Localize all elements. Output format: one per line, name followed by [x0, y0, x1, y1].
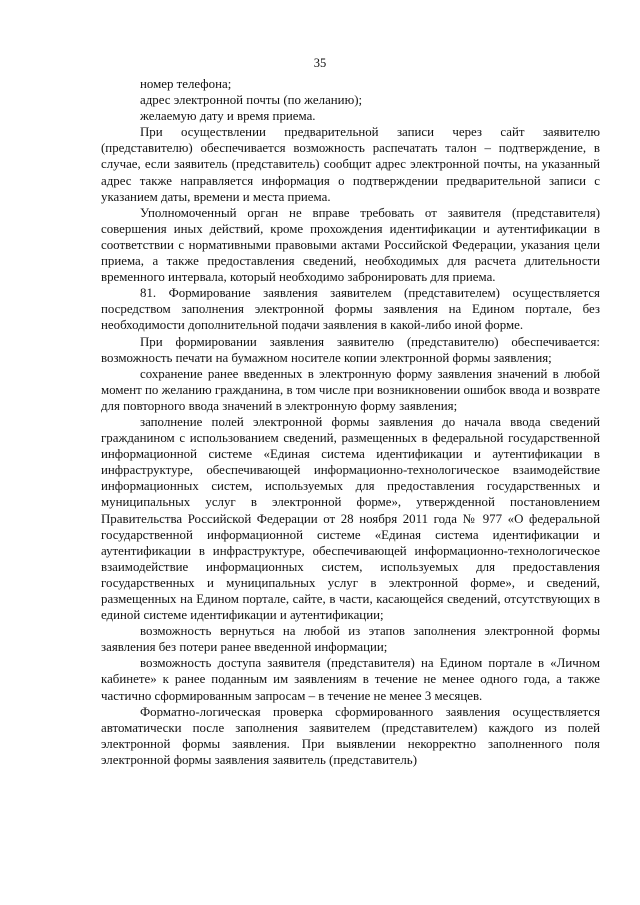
paragraph: адрес электронной почты (по желанию);: [140, 93, 363, 108]
paragraph: Уполномоченный орган не вправе требовать от заявителя (представителя) совершения иных действий, кроме прохождения идентификации и аутентификации в соответствии с нормативными правовыми актами Российской Федерации, указания цели приема, а также предоставления сведений, необходимых для расчета длительности временного интервала, который необходимо забронировать для приема.: [101, 205, 600, 285]
paragraph: При формировании заявления заявителю (представителю) обеспечивается: возможность печати на бумажном носителе копии электронной формы заявления;: [101, 334, 600, 365]
page-number: 35: [313, 56, 327, 70]
document-body: [101, 76, 600, 768]
paragraph: сохранение ранее введенных в электронную форму заявления значений в любой момент по желанию гражданина, в том числе при возникновении ошибок ввода и возврате для повторного ввода значений в электронную форму заявления;: [101, 366, 600, 413]
paragraph: возможность вернуться на любой из этапов заполнения электронной формы заявления без потери ранее введенной информации;: [101, 624, 600, 655]
paragraph: возможность доступа заявителя (представителя) на Едином портале в «Личном кабинете» к ранее поданным им заявлениям в течение не менее одного года, а также частично сформированным запросам – в течение не менее 3 месяцев.: [101, 656, 600, 703]
paragraph: При осуществлении предварительной записи через сайт заявителю (представителю) обеспечивается возможность распечатать талон – подтверждение, в случае, если заявитель (представитель) сообщит адрес электронной почты, на указанный адрес также направляется информация о подтверждении предварительной записи с указанием даты, времени и места приема.: [101, 125, 600, 204]
paragraph: заполнение полей электронной формы заявления до начала ввода сведений гражданином с использованием сведений, размещенных в федеральной государственной информационной системе «Единая система идентификации и аутентификации в инфраструктуре, обеспечивающей информационно-технологическое взаимодействие информационных систем, используемых для предоставления государственных и муниципальных услуг в электронной форме», утвержденной постановлением Правительства Российской Федерации от 28 ноября 2011 года № 977 «О федеральной государственной информационной системе «Единая система идентификации и аутентификации в инфраструктуре, обеспечивающей информационно-технологическое взаимодействие информационных систем, используемых для предоставления государственных и муниципальных услуг в электронной форме», и сведений, размещенных на Едином портале, сайте, в части, касающейся сведений, отсутствующих в единой системе идентификации и аутентификации;: [101, 414, 600, 623]
paragraph: 81. Формирование заявления заявителем (представителем) осуществляется посредством заполнения электронной формы заявления на Едином портале, без необходимости дополнительной подачи заявления в какой-либо иной форме.: [101, 286, 600, 333]
paragraph: номер телефона;: [140, 77, 232, 91]
paragraph: желаемую дату и время приема.: [140, 109, 316, 124]
paragraph: Форматно-логическая проверка сформированного заявления осуществляется автоматически после заполнения заявителем (представителем) каждого из полей электронной формы заявления. При выявлении некорректно заполненного поля электронной формы заявления заявитель (представитель): [101, 704, 600, 767]
